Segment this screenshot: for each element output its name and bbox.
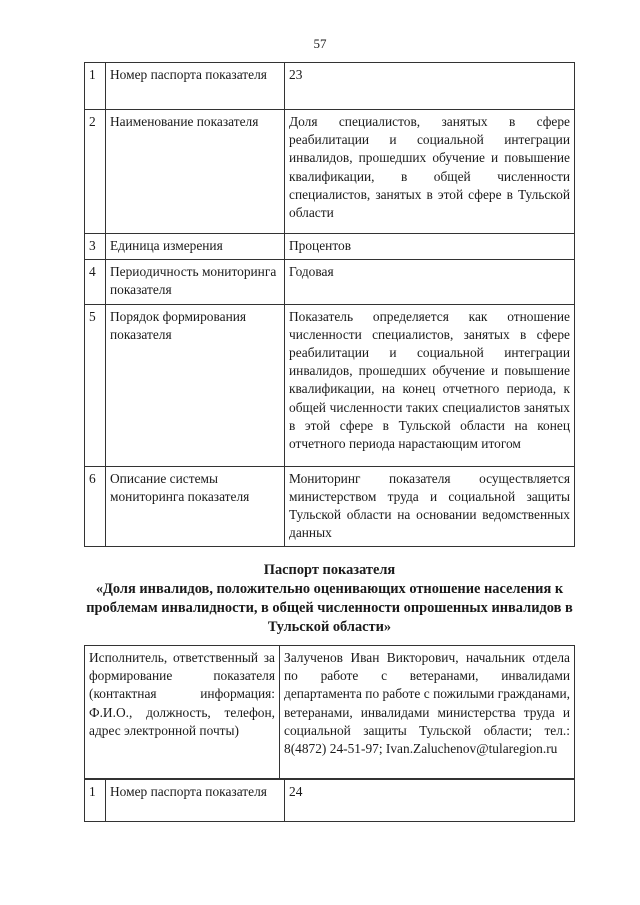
row-label: Наименование показателя bbox=[106, 110, 285, 234]
passport-table-24 bbox=[84, 779, 575, 822]
row-value: Годовая bbox=[285, 260, 575, 304]
row-number: 2 bbox=[85, 110, 106, 234]
passport-table-23 bbox=[84, 62, 575, 547]
row-number: 3 bbox=[85, 234, 106, 260]
row-label: Номер паспорта показателя bbox=[106, 780, 285, 822]
row-value: 24 bbox=[285, 780, 575, 822]
executor-label: Исполнитель, ответственный за формирование показателя (контактная информация: Ф.И.О., должность, телефон, адрес электронной почты) bbox=[85, 646, 280, 779]
row-number: 1 bbox=[85, 63, 106, 110]
section-title: Паспорт показателя bbox=[263, 562, 396, 578]
row-number: 4 bbox=[85, 260, 106, 304]
row-label: Периодичность мониторинга показателя bbox=[106, 260, 285, 304]
table-row bbox=[85, 304, 575, 466]
row-number: 1 bbox=[85, 780, 106, 822]
row-number: 6 bbox=[85, 466, 106, 547]
row-value: Доля специалистов, занятых в сфере реабилитации и социальной интеграции инвалидов, прошедших обучение и повышение квалификации, в общей численности специалистов, занятых в этой сфере в Тульской области bbox=[285, 110, 575, 234]
row-label: Порядок формирования показателя bbox=[106, 304, 285, 466]
section-heading bbox=[84, 561, 575, 637]
row-value: Процентов bbox=[285, 234, 575, 260]
table-row bbox=[85, 260, 575, 304]
table-row bbox=[85, 646, 575, 779]
row-label: Описание системы мониторинга показателя bbox=[106, 466, 285, 547]
row-value: Показатель определяется как отношение численности специалистов, занятых в сфере реабилитации и социальной интеграции инвалидов, прошедших обучение и повышение квалификации, на конец отчетного периода, к общей численности таких специалистов занятых в этой сфере в Тульской области на конец отчетного периода нарастающим итогом bbox=[285, 304, 575, 466]
row-label: Номер паспорта показателя bbox=[106, 63, 285, 110]
table-row bbox=[85, 234, 575, 260]
page-number: 57 bbox=[313, 36, 327, 51]
section-subtitle: «Доля инвалидов, положительно оценивающих отношение населения к проблемам инвалидности, в общей численности опрошенных инвалидов в Тульской области» bbox=[86, 581, 573, 635]
row-value: 23 bbox=[285, 63, 575, 110]
table-row bbox=[85, 110, 575, 234]
table-row bbox=[85, 63, 575, 110]
row-label: Единица измерения bbox=[106, 234, 285, 260]
executor-table bbox=[84, 645, 575, 779]
table-row bbox=[85, 780, 575, 822]
executor-value: Залученов Иван Викторович, начальник отдела по работе с ветеранами, инвалидами департамента по работе с пожилыми гражданами, ветеранами, инвалидами министерства труда и социальной защиты Тульской области; тел.: 8(4872) 24-51-97; Ivan.Zaluchenov@tularegion.ru bbox=[280, 646, 575, 779]
row-number: 5 bbox=[85, 304, 106, 466]
table-row bbox=[85, 466, 575, 547]
row-value: Мониторинг показателя осуществляется министерством труда и социальной защиты Тульской области на основании ведомственных данных bbox=[285, 466, 575, 547]
